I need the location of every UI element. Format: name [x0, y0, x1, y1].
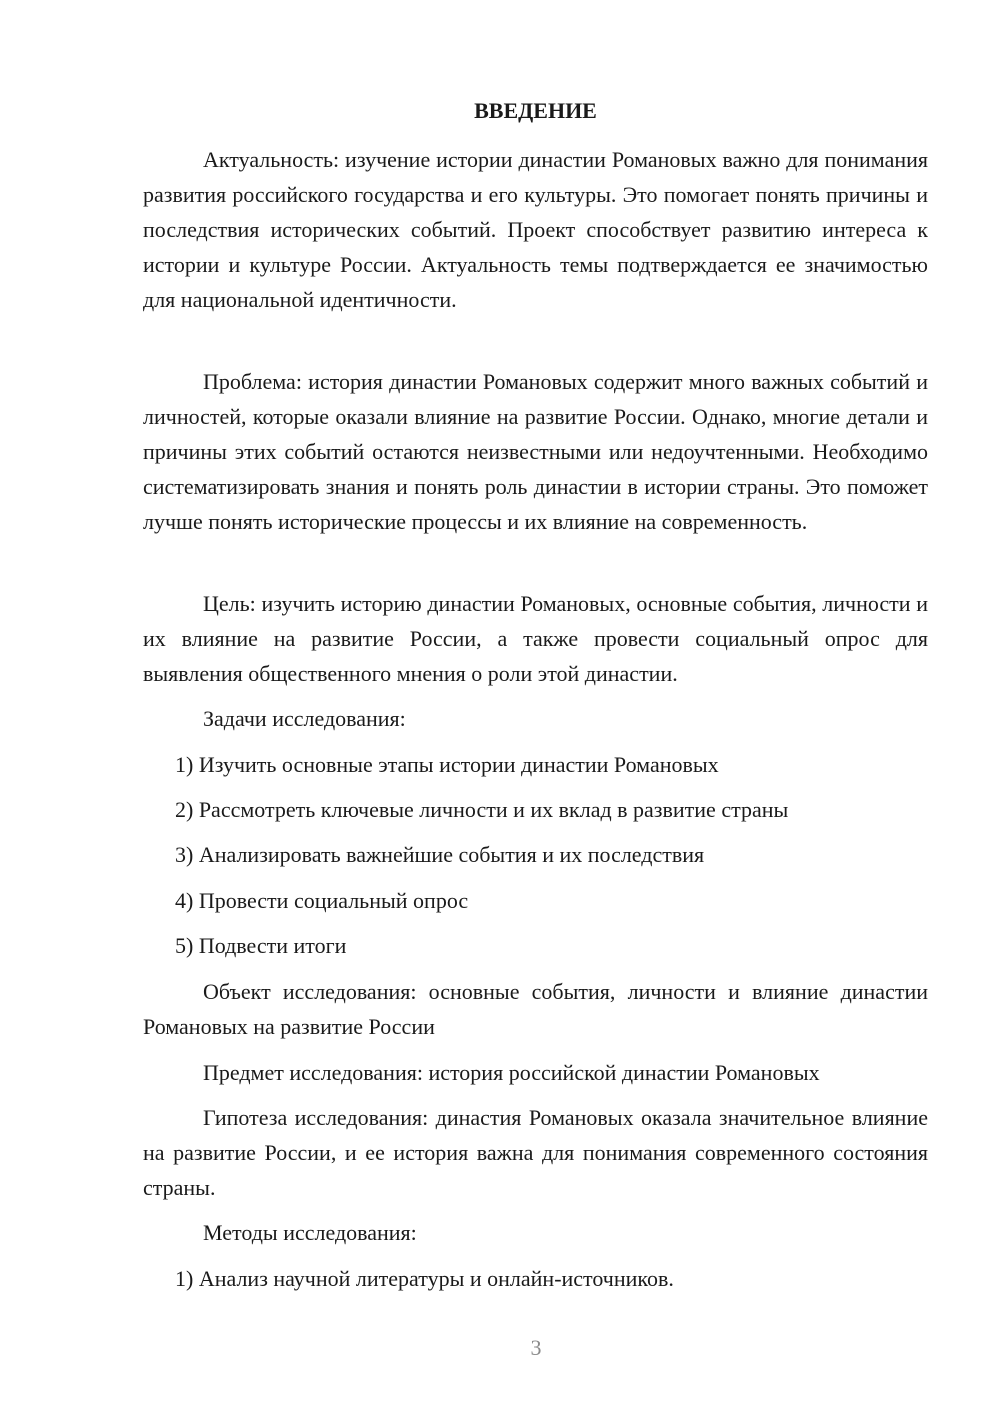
task-item-1: 1) Изучить основные этапы истории династии Романовых — [175, 752, 719, 777]
methods-heading: Методы исследования: — [203, 1220, 417, 1245]
object-paragraph: Объект исследования: основные события, личности и влияние династии Романовых на развитие России — [143, 979, 928, 1039]
subject-paragraph: Предмет исследования: история российской династии Романовых — [203, 1060, 820, 1085]
task-item-2: 2) Рассмотреть ключевые личности и их вклад в развитие страны — [175, 797, 789, 822]
task-item-3: 3) Анализировать важнейшие события и их последствия — [175, 842, 705, 867]
section-heading: ВВЕДЕНИЕ — [474, 98, 597, 123]
task-item-4: 4) Провести социальный опрос — [175, 888, 469, 913]
hypothesis-paragraph: Гипотеза исследования: династия Романовых оказала значительное влияние на развитие России, и ее история важна для понимания современного состояния страны. — [143, 1105, 928, 1200]
goal-paragraph: Цель: изучить историю династии Романовых, основные события, личности и их влияние на развитие России, а также провести социальный опрос для выявления общественного мнения о роли этой династии. — [143, 591, 928, 686]
method-item-1: 1) Анализ научной литературы и онлайн-источников. — [175, 1266, 674, 1291]
page-number: 3 — [530, 1335, 542, 1360]
tasks-heading: Задачи исследования: — [203, 706, 406, 731]
problem-paragraph: Проблема: история династии Романовых содержит много важных событий и личностей, которые оказали влияние на развитие России. Однако, многие детали и причины этих событий остаются неизвестными или недоучтенными. Необходимо систематизировать знания и понять роль династии в истории страны. Это поможет лучше понять исторические процессы и их влияние на современность. — [143, 369, 928, 534]
task-item-5: 5) Подвести итоги — [175, 933, 347, 958]
relevance-paragraph: Актуальность: изучение истории династии Романовых важно для понимания развития российского государства и его культуры. Это помогает понять причины и последствия исторических событий. Проект способствует развитию интереса к истории и культуре России. Актуальность темы подтверждается ее значимостью для национальной идентичности. — [143, 147, 928, 312]
